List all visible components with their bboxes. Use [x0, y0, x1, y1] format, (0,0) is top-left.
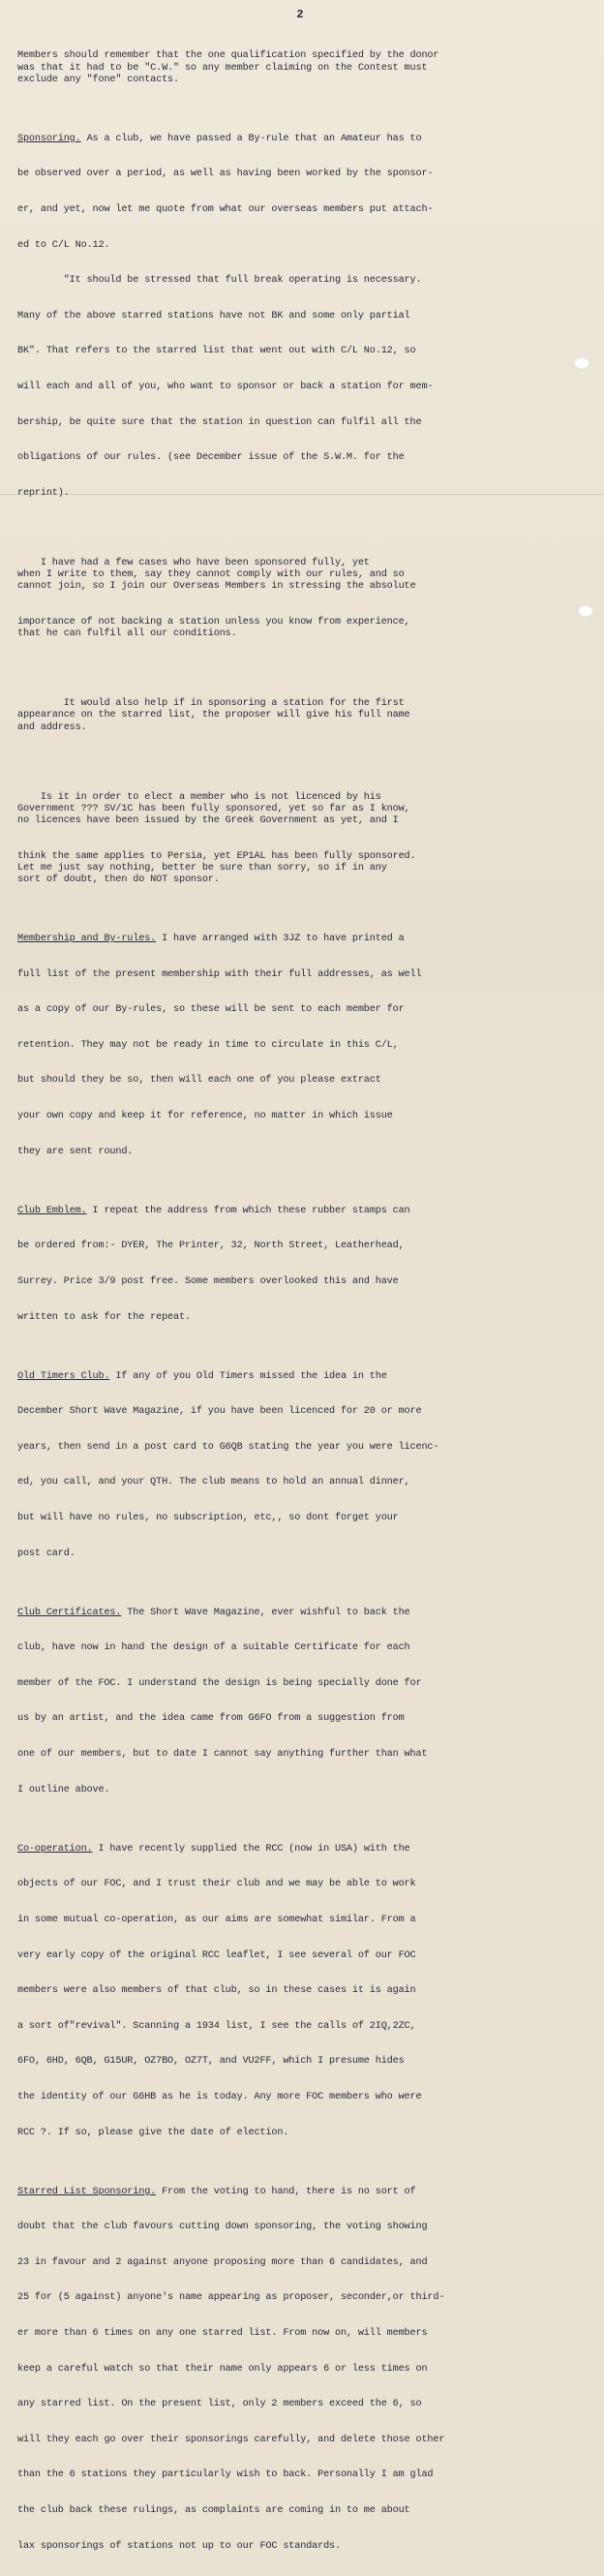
section-heading: Sponsoring.: [17, 133, 81, 144]
section-club-emblem: Club Emblem. I repeat the address from which these rubber stamps can be ordered from:- DYER, The Printer, 32, North Street, Leatherhead, Surrey. Price 3/9 post free. Some members overlooked this and have written to ask for the repeat.: [17, 1205, 410, 1323]
section-heading: Club Emblem.: [17, 1205, 87, 1216]
paragraph-sponsored-cases: I have had a few cases who have been sponsored fully, yet when I write to them, say they cannot comply with our rules, and so cannot join, so I join our Overseas Members in stressing the absolute importance of not backing a station unless you know from experience, that he can fulfil all our conditions.: [17, 557, 416, 640]
section-starred-list-sponsoring: Starred List Sponsoring. From the voting to hand, there is no sort of doubt that the club favours cutting down sponsoring, the voting showing 23 in favour and 2 against anyone proposing more than 6 candidates, and 25 for (5 against) anyone's name appearing as proposer, seconder,or third- er more than 6 times on any one starred list. From now on, will members keep a careful watch so that their name only appears 6 or less times on any starred list. On the present list, only 2 members exceed the 6, so will they each go over their sponsorings carefully, and delete those other than the 6 stations they particularly wish to back. Personally I am glad the club back these rulings, as complaints are coming in to me about lax sponsorings of stations not up to our FOC standards.: [17, 2186, 445, 2552]
section-co-operation: Co-operation. I have recently supplied the RCC (now in USA) with the objects of our FOC, and I trust their club and we may be able to work in some mutual co-operation, as our aims are somewhat similar. From a very early copy of the original RCC leaflet, I see several of our FOC members were also members of that club, so in these cases it is again a sort of"revival". Scanning a 1934 list, I see the calls of 2IQ,2ZC, 6FO, 6HD, 6QB, G15UR, OZ7BO, OZ7T, and VU2FF, which I presume hides the identity of our G6HB as he is today. Any more FOC members who were RCC ?. If so, please give the date of election.: [17, 1843, 422, 2138]
punch-hole: [577, 604, 594, 618]
section-heading: Starred List Sponsoring.: [17, 2186, 157, 2197]
section-old-timers: Old Timers Club. If any of you Old Timers missed the idea in the December Short Wave Magazine, if you have been licenced for 20 or more years, then send in a post card to G6QB stating the year you were licenc- ed, you call, and your QTH. The club means to hold an annual dinner, but will have no rules, no subscription, etc,, so dont forget your post card.: [17, 1370, 439, 1559]
section-sponsoring: Sponsoring. As a club, we have passed a By-rule that an Amateur has to be observed over a period, as well as having been worked by the sponsor- er, and yet, now let me quote from what our overseas members put attach- ed to C/L No.12. "It should be stressed that full break operating is necessary. Many of the above starred stations have not BK and some only partial BK". That refers to the starred list that went out with C/L No.12, so will each and all of you, who want to sponsor or back a station for mem- bership, be quite sure that the station in question can fulfil all the obligations of our rules. (see December issue of the S.W.M. for the reprint).: [17, 133, 434, 499]
paragraph-proposer: It would also help if in sponsoring a station for the first appearance on the starred list, the proposer will give his full name and address.: [17, 698, 410, 733]
paragraph-licence: Is it in order to elect a member who is not licenced by his Government ??? SV/1C has been fully sponsored, yet so far as I know, no licences have been issued by the Greek Government as yet, and I think the same applies to Persia, yet EP1AL has been fully sponsored. Let me just say nothing, better be sure than sorry, so if in any sort of doubt, then do NOT sponsor.: [17, 791, 416, 886]
section-membership: Membership and By-rules. I have arranged with 3JZ to have printed a full list of the present membership with their full addresses, as well as a copy of our By-rules, so these will be sent to each member for retention. They may not be ready in time to circulate in this C/L, but should they be so, then will each one of you please extract your own copy and keep it for reference, no matter in which issue they are sent round.: [17, 934, 422, 1157]
section-heading: Old Timers Club.: [17, 1370, 110, 1382]
section-heading: Co-operation.: [17, 1843, 93, 1855]
paper-fold: [0, 494, 604, 495]
section-heading: Club Certificates.: [17, 1607, 122, 1618]
punch-hole: [573, 356, 590, 370]
section-heading: Membership and By-rules.: [17, 934, 157, 945]
section-club-certificates: Club Certificates. The Short Wave Magazine, ever wishful to back the club, have now in hand the design of a suitable Certificate for each member of the FOC. I understand the design is being specially done for us by an artist, and the idea came from G6FO from a suggestion from one of our members, but to date I cannot say anything further than what I outline above.: [17, 1607, 428, 1795]
page-number: 2: [296, 8, 304, 21]
paragraph-contest: Members should remember that the one qualification specified by the donor was that it had to be "C.W." so any member claiming on the Contest must exclude any "fone" contacts.: [17, 50, 439, 85]
